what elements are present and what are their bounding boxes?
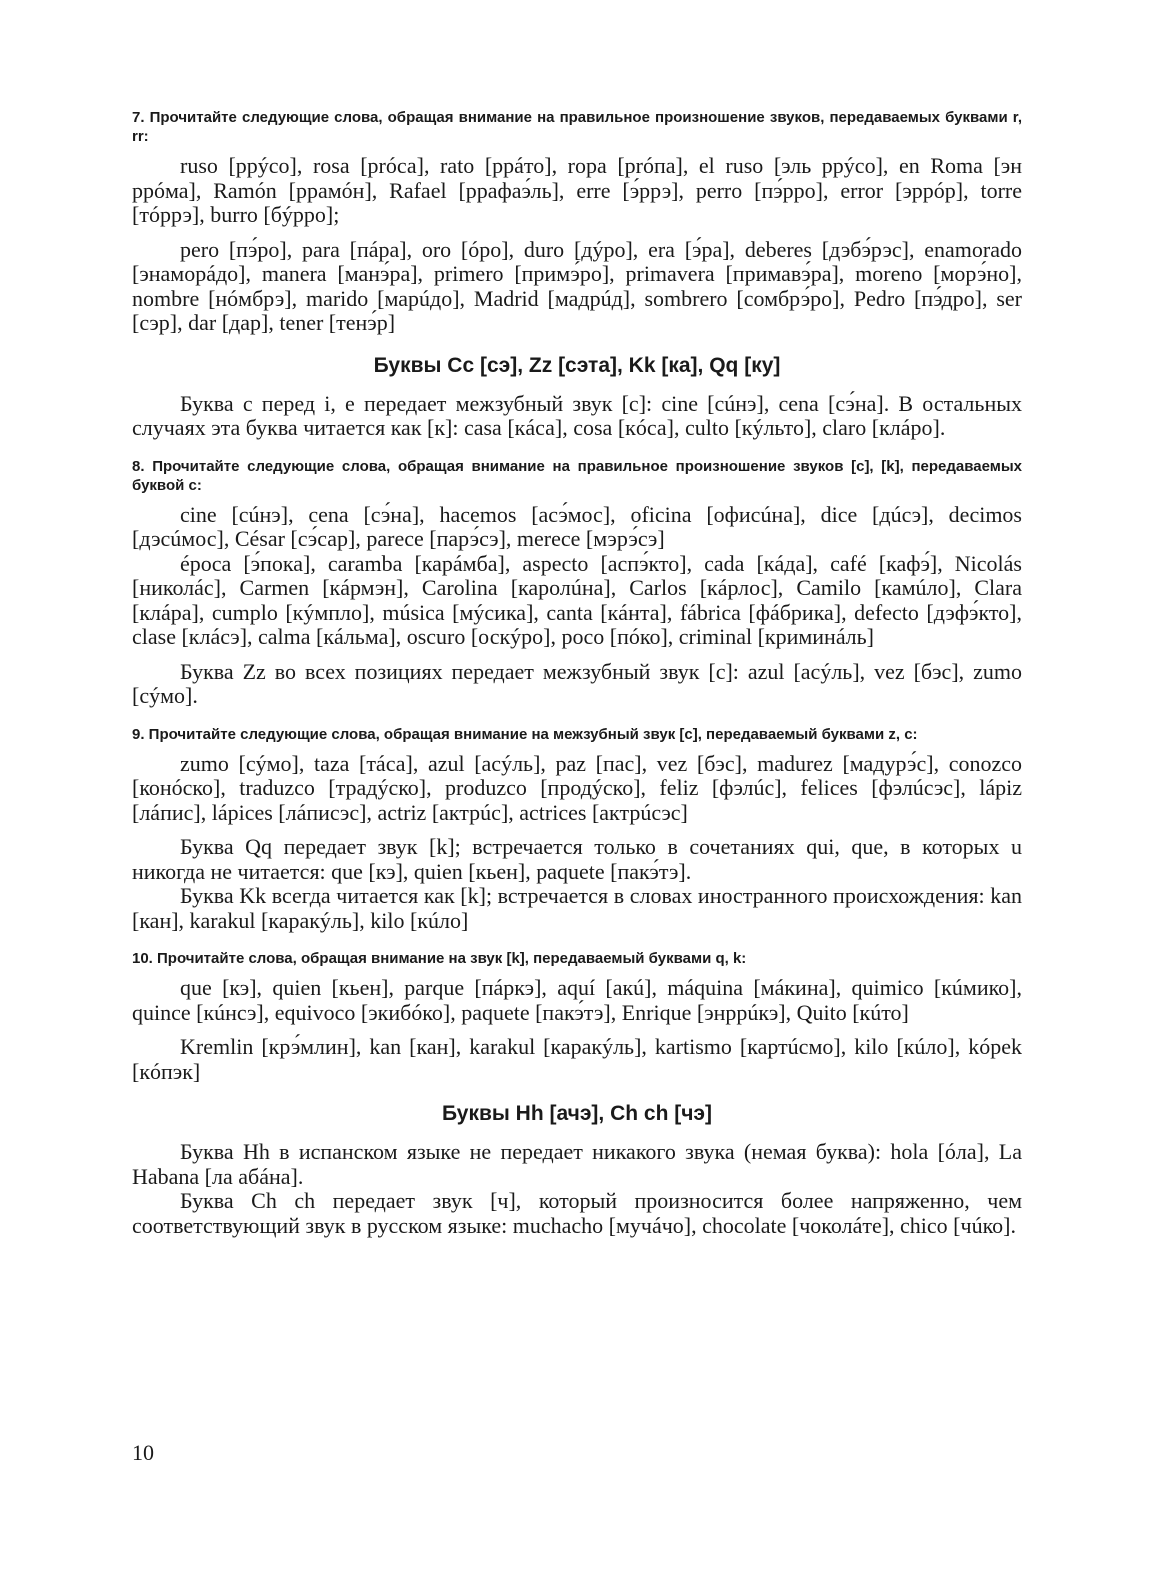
- section-heading-h-ch: Буквы Hh [ачэ], Ch ch [чэ]: [441, 1102, 713, 1125]
- letter-z-rule: Буква Zz во всех позициях передает межзубный звук [с]: azul [асýль], vez [бэс], zumo [сýмо].: [132, 658, 1022, 708]
- exercise-10-words-k: Kremlin [крэ́млин], kan [кан], karakul [каракýль], kartismo [картúсмо], kilo [кúло], kópek [кóпэк]: [132, 1034, 1022, 1084]
- exercise-7-words-r-single: pero [пэ́ро], para [пáра], oro [óро], duro [дýро], era [э́ра], deberes [дэбэ́рэс], enamorado [энаморáдо], manera [манэ́ра], primero [примэ́ро], primavera [примавэ́ра], moreno [морэ́но], nombre [нóмбрэ], marido [марúдо], Madrid [мадрúд], sombrero [сомбрэ́ро], Pedro [пэ́дро], ser [сэр], dar [дар], tener [тенэ́р]: [132, 236, 1022, 335]
- exercise-7-words-r: ruso [ррýсо], rosa [рróса], rato [ррáто], ropa [рróпа], el ruso [эль ррýсо], en Roma [эн ррóма], Ramón [ррамóн], Rafael [ррафаэ́ль], erre [э́ррэ], perro [пэ́рро], error [эррóр], torre [тóррэ], burro [бýрро];: [132, 153, 1022, 227]
- exercise-7-instruction: 7. Прочитайте следующие слова, обращая внимание на правильное произношение звуков, передаваемых буквами r, rr:: [132, 109, 1022, 145]
- letter-c-rule: Буква c перед i, e передает межзубный звук [с]: cine [сúнэ], cena [сэ́на]. В остальных случаях эта буква читается как [к]: casa [кáса], cosa [кóса], culto [кýльто], claro [клáро].: [132, 390, 1022, 440]
- exercise-8-instruction: 8. Прочитайте следующие слова, обращая внимание на правильное произношение звуков [с], [k], передаваемых буквой c:: [132, 457, 1022, 494]
- exercise-8-words-soft: cine [сúнэ], cena [сэ́на], hacemos [асэ́мос], oficina [офисúна], dice [дúсэ], decimos [дэсúмос], César [сэ́сар], parece [парэ́сэ], merece [мэрэ́сэ]: [132, 501, 1022, 551]
- letter-h-rule: Буква Hh в испанском языке не передает никакого звука (немая буква): hola [óла], La Habana [ла абáна].: [132, 1139, 1022, 1189]
- page-number: 10: [132, 1440, 154, 1465]
- exercise-8-words-hard: época [э́пока], caramba [карáмба], aspecto [аспэ́кто], cada [кáда], café [кафэ́], Nicolás [николáс], Carmen [кáрмэн], Carolina [каролúна], Carlos [кáрлос], Camilo [камúло], Clara [клáра], cumplo [кýмпло], música [мýсика], canta [кáнта], fábrica [фáбрика], defecto [дэфэ́кто], clase [клáсэ], calma [кáльма], oscuro [оскýро], poco [пóко], criminal [криминáль]: [132, 550, 1022, 649]
- exercise-10-instruction: 10. Прочитайте слова, обращая внимание на звук [k], передаваемый буквами q, k:: [132, 950, 747, 967]
- section-heading-c-z-k-q: Буквы Cc [сэ], Zz [сэта], Kk [ка], Qq [ку]: [373, 353, 781, 377]
- exercise-9-instruction: 9. Прочитайте следующие слова, обращая внимание на межзубный звук [с], передаваемый буквами z, c:: [132, 725, 918, 743]
- exercise-10-words-q: que [кэ], quien [кьен], parque [пáркэ], aquí [акú], máquina [мáкина], quimico [кúмико], quince [кúнсэ], equivoco [экибóко], paquete [пакэ́тэ], Enrique [энррúкэ], Quito [кúто]: [132, 975, 1022, 1025]
- letter-ch-rule: Буква Ch ch передает звук [ч], который произносится более напряженно, чем соответствующий звук в русском языке: muchacho [мучáчо], chocolate [чоколáте], chico [чúко].: [132, 1188, 1022, 1238]
- textbook-page: [132, 108, 1022, 1238]
- exercise-9-words: zumo [сýмо], taza [тáса], azul [асýль], paz [пас], vez [бэс], madurez [мадурэ́с], conozco [конóско], traduzco [традýско], produzco [продýско], feliz [фэлúс], felices [фэлúсэс], lápiz [лáпис], lápices [лáписэс], actriz [актрúс], actrices [актрúсэс]: [132, 750, 1022, 825]
- letter-q-rule: Буква Qq передает звук [k]; встречается только в сочетаниях qui, que, в которых u никогда не читается: que [кэ], quien [кьен], paquete [пакэ́тэ].: [132, 834, 1022, 884]
- letter-k-rule: Буква Kk всегда читается как [k]; встречается в словах иностранного происхождения: kan [кан], karakul [каракýль], kilo [кúло]: [132, 883, 1022, 933]
